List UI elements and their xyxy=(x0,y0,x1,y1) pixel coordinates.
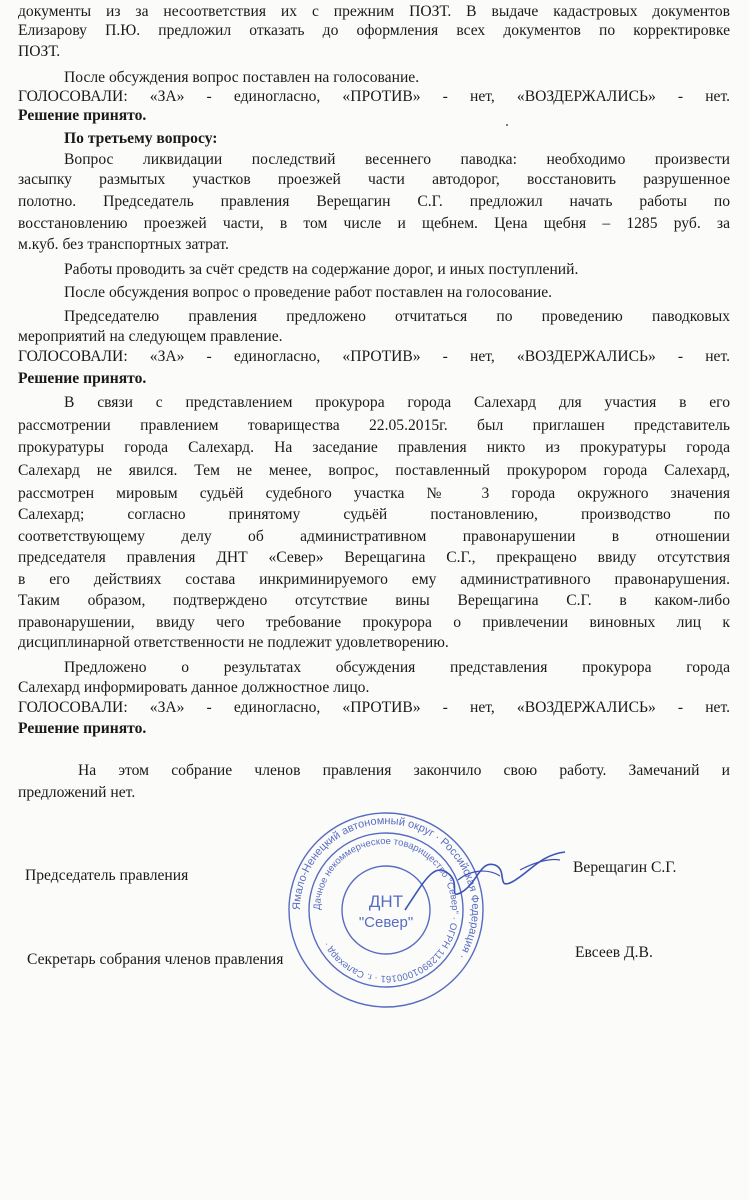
stamp-inner-text: Дачное некоммерческое товарищество "Север" · ОГРН 1128901000161 · г. Салехард · xyxy=(311,835,461,985)
text-line: соответствующему делу об административном правонарушении в отношении xyxy=(18,528,730,545)
text-line: Таким образом, подтверждено отсутствие вины Верещагина С.Г. в каком-либо xyxy=(18,592,730,609)
text-line: рассмотрен мировым судьёй судебного участка № 3 города окружного значения xyxy=(18,485,730,502)
text-line: Предложено о результатах обсуждения представления прокурора города xyxy=(64,659,730,676)
section-heading: По третьему вопросу: xyxy=(64,130,218,147)
text-line: мероприятий на следующем правление. xyxy=(18,328,283,345)
chair-title: Председатель правления xyxy=(25,867,189,884)
decision-line: Решение принято. xyxy=(18,107,147,124)
text-line: прокуратуры города Салехард. На заседание правления никто из прокуратуры города xyxy=(18,439,730,456)
text-line: в его действиях состава инкриминируемого ему административного правонарушения. xyxy=(18,571,730,588)
text-line: рассмотрении правлением товарищества 22.05.2015г. был приглашен представитель xyxy=(18,417,730,434)
chair-name: Верещагин С.Г. xyxy=(573,859,677,876)
text-line: После обсуждения вопрос поставлен на голосование. xyxy=(64,69,420,86)
text-line: Вопрос ликвидации последствий весеннего паводка: необходимо произвести xyxy=(64,151,730,168)
text-line: Председателю правления предложено отчитаться по проведению паводковых xyxy=(64,308,730,325)
stamp-outer-text: Ямало-Ненецкий автономный округ · Российская Федерация · xyxy=(290,814,482,962)
text-line: засыпку размытых участков проезжей части автодорог, восстановить разрушенное xyxy=(18,171,730,188)
text-line: правонарушении, ввиду чего требование прокурора о привлечении виновных лиц к xyxy=(18,614,730,631)
text-line: После обсуждения вопрос о проведение работ поставлен на голосование. xyxy=(64,284,553,301)
text-line: ПОЗТ. xyxy=(18,43,61,60)
text-line: На этом собрание членов правления закончило свою работу. Замечаний и xyxy=(78,762,730,779)
stamp-center-line1: ДНТ xyxy=(368,892,404,911)
text-line: Салехард; согласно принятому судьёй постановлению, производство по xyxy=(18,506,730,523)
vote-line: ГОЛОСОВАЛИ: «ЗА» - единогласно, «ПРОТИВ» - нет, «ВОЗДЕРЖАЛИСЬ» - нет. xyxy=(18,699,730,716)
text-line: Салехард информировать данное должностное лицо. xyxy=(18,679,370,696)
text-line: председателя правления ДНТ «Север» Верещагина С.Г., прекращено ввиду отсутствия xyxy=(18,549,730,566)
text-line: предложений нет. xyxy=(18,784,136,801)
secretary-name: Евсеев Д.В. xyxy=(575,944,653,961)
secretary-title: Секретарь собрания членов правления xyxy=(27,951,284,968)
speck xyxy=(506,124,508,126)
decision-line: Решение принято. xyxy=(18,370,147,387)
text-line: м.куб. без транспортных затрат. xyxy=(18,236,229,253)
organization-stamp xyxy=(286,810,486,1010)
text-line: документы из за несоответствия их с прежним ПОЗТ. В выдаче кадастровых документов xyxy=(18,3,730,20)
stamp-center-line2: "Север" xyxy=(358,914,414,931)
vote-line: ГОЛОСОВАЛИ: «ЗА» - единогласно, «ПРОТИВ» - нет, «ВОЗДЕРЖАЛИСЬ» - нет. xyxy=(18,88,730,105)
text-line: Работы проводить за счёт средств на содержание дорог, и иных поступлений. xyxy=(64,261,579,278)
decision-line: Решение принято. xyxy=(18,720,147,737)
text-line: полотно. Председатель правления Верещагин С.Г. предложил начать работы по xyxy=(18,193,730,210)
text-line: Елизарову П.Ю. предложил отказать до оформления всех документов по корректировке xyxy=(18,22,730,39)
text-line: восстановлению проезжей части, в том числе и щебнем. Цена щебня – 1285 руб. за xyxy=(18,215,730,232)
text-line: В связи с представлением прокурора города Салехард для участия в его xyxy=(64,394,730,411)
text-line: Салехард не явился. Тем не менее, вопрос, поставленный прокурором города Салехард, xyxy=(18,462,730,479)
text-line: дисциплинарной ответственности не подлежит удовлетворению. xyxy=(18,634,449,651)
vote-line: ГОЛОСОВАЛИ: «ЗА» - единогласно, «ПРОТИВ» - нет, «ВОЗДЕРЖАЛИСЬ» - нет. xyxy=(18,348,730,365)
